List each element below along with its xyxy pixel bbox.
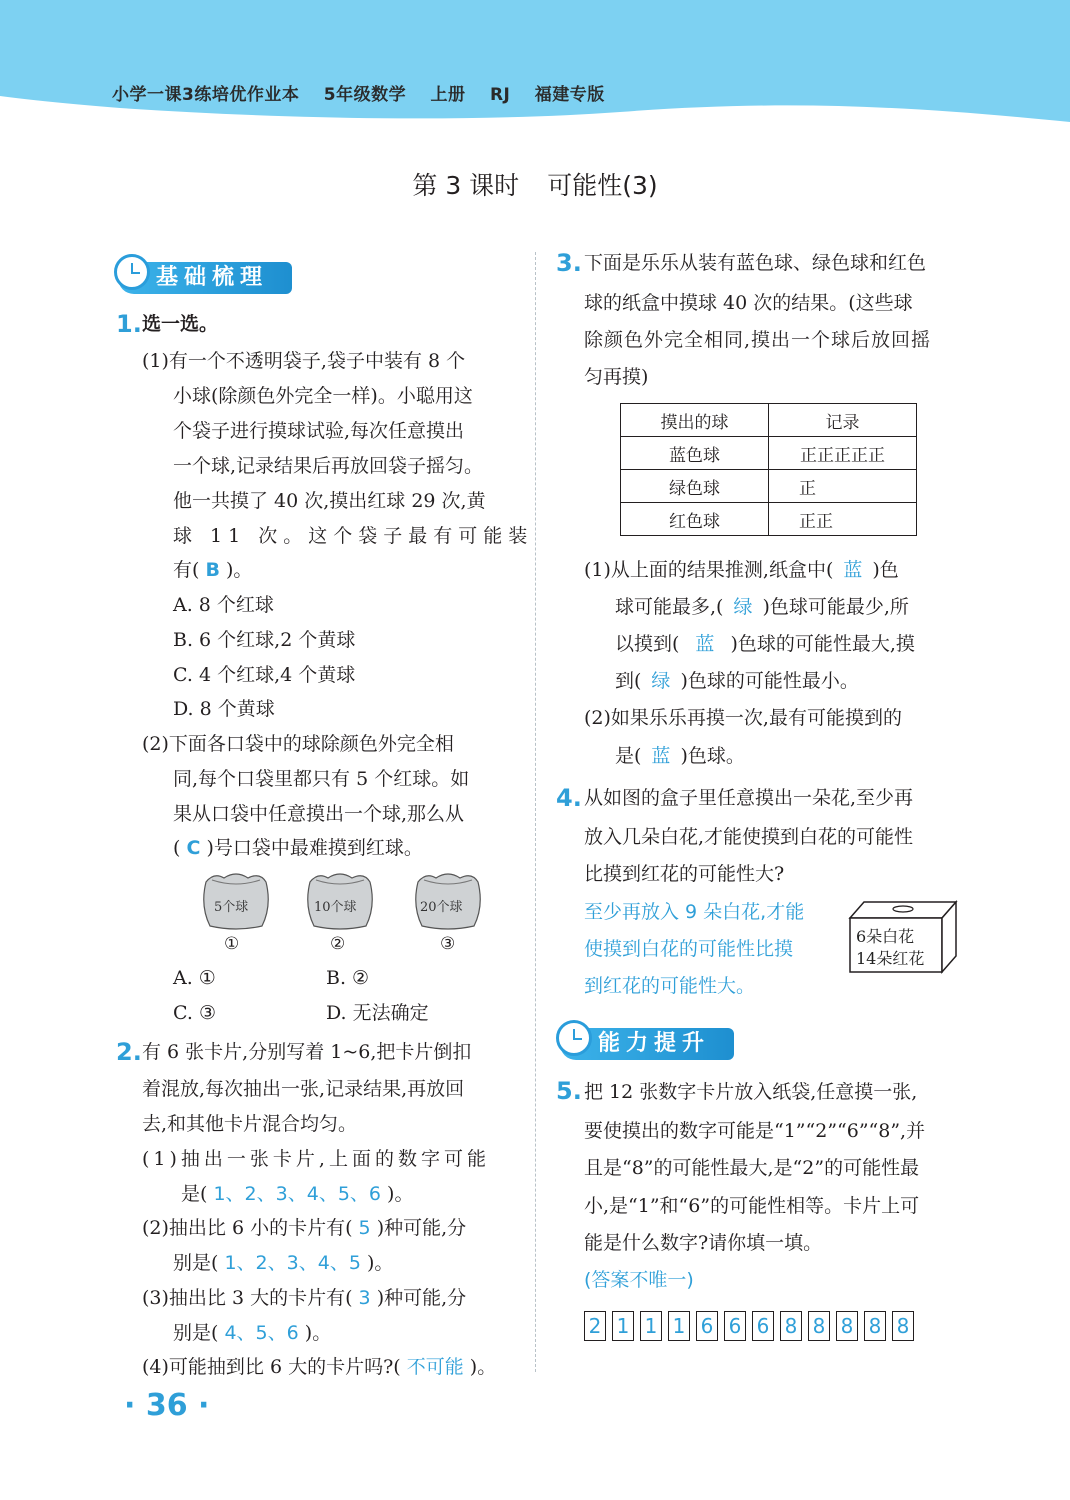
q1-p1-line: 个袋子进行摸球试验,每次任意摸出 [173, 420, 465, 442]
q1-number: 1. [116, 310, 142, 338]
bag-2-label: 10个球 [314, 900, 357, 915]
section-basic [118, 262, 292, 294]
q3-s1-answer-2: 绿 [733, 596, 753, 618]
table-header: 记录 [769, 404, 917, 437]
record-table [620, 403, 917, 536]
text: )色球的可能性最小。 [680, 670, 859, 692]
q3-s1-answer-4: 绿 [651, 670, 671, 692]
number-card: 8 [808, 1311, 830, 1341]
text: 别是( [173, 1322, 219, 1344]
q2-number: 2. [116, 1038, 142, 1066]
q3-line: 除颜色外完全相同,摸出一个球后放回摇 [584, 329, 932, 351]
text: )。 [366, 1252, 394, 1274]
q1-option-c: C. 4 个红球,4 个黄球 [173, 664, 356, 686]
number-card: 8 [836, 1311, 858, 1341]
q3-line: 匀再摸) [584, 366, 649, 388]
q3-s1-line [584, 558, 899, 582]
q2-s1-answer: 1、2、3、4、5、6 [213, 1183, 381, 1205]
page-title [0, 166, 1070, 202]
q3-s2-line: (2)如果乐乐再摸一次,最有可能摸到的 [584, 707, 902, 729]
text: )种可能,分 [376, 1217, 467, 1239]
q1-p1-line: 小球(除颜色外完全一样)。小聪用这 [173, 385, 473, 407]
q1-option-a: A. 8 个红球 [173, 594, 274, 616]
q5-line: 且是“8”的可能性最大,是“2”的可能性最 [584, 1157, 920, 1179]
q1-option-d: D. 8 个黄球 [173, 698, 275, 720]
number-card: 1 [612, 1311, 634, 1341]
text: (2)抽出比 6 小的卡片有( [142, 1217, 353, 1239]
box-label-white: 6朵白花 [856, 927, 915, 946]
q1-p2-option-d: D. 无法确定 [326, 1002, 429, 1024]
q4-line: 比摸到红花的可能性大? [584, 863, 785, 885]
bag-3-label: 20个球 [420, 900, 463, 915]
table-cell: 正正 [769, 503, 917, 536]
q3-s1-line [615, 669, 859, 693]
q3-s2-answer: 蓝 [651, 745, 671, 767]
q5-line: 把 12 张数字卡片放入纸袋,任意摸一张, [584, 1081, 918, 1103]
text: ( [173, 837, 181, 859]
q4-line: 从如图的盒子里任意摸出一朵花,至少再 [584, 787, 914, 809]
text: )。 [226, 559, 253, 581]
q3-number: 3. [556, 249, 582, 277]
bag-1-label: 5个球 [214, 900, 249, 915]
q4-number: 4. [556, 784, 582, 812]
number-card: 1 [668, 1311, 690, 1341]
q1-p1-line: 球 11 次。这个袋子最有可能装 [173, 525, 534, 547]
section-advanced [560, 1028, 734, 1060]
q2-s3-answer-line [173, 1321, 331, 1345]
q3-line: 下面是乐乐从装有蓝色球、绿色球和红色 [584, 252, 927, 274]
q2-s2-answer-count: 5 [358, 1217, 371, 1239]
text: 是( [181, 1183, 208, 1205]
q1-p2-line: 同,每个口袋里都只有 5 个红球。如 [173, 768, 470, 790]
text: )色球。 [680, 745, 745, 767]
q1-p2-answer-line [173, 836, 423, 860]
table-cell: 正正正正正 [769, 437, 917, 470]
text: 以摸到( [615, 633, 680, 655]
bag-1-number: ① [224, 934, 240, 954]
header-title [112, 80, 623, 105]
q3-s1-line [615, 632, 915, 656]
header-volume: 上册 [430, 85, 466, 105]
q1-p2-answer: C [186, 837, 201, 859]
q2-s3-answer-list: 4、5、6 [224, 1322, 299, 1344]
q5-line: 能是什么数字?请你填一填。 [584, 1232, 823, 1254]
number-card: 1 [640, 1311, 662, 1341]
q4-answer-line: 至少再放入 9 朵白花,才能 [584, 901, 805, 923]
bag-2-number: ② [330, 934, 346, 954]
text: )种可能,分 [376, 1287, 467, 1309]
bag-3-number: ③ [440, 934, 456, 954]
number-card: 6 [696, 1311, 718, 1341]
number-card: 6 [724, 1311, 746, 1341]
q4-answer-line: 使摸到白花的可能性比摸 [584, 938, 794, 960]
q3-s1-answer-3: 蓝 [695, 633, 715, 655]
table-cell: 正 [769, 470, 917, 503]
q5-line: 要使摸出的数字可能是“1”“2”“6”“8”,并 [584, 1120, 926, 1142]
q2-s2-answer-list: 1、2、3、4、5 [224, 1252, 361, 1274]
text: 到( [615, 670, 642, 692]
q2-s1-line: (1)抽出一张卡片,上面的数字可能 [142, 1148, 490, 1170]
q1-p2-option-b: B. ② [326, 967, 370, 989]
q1-p2-option-c: C. ③ [173, 1002, 216, 1024]
q2-s4-answer: 不可能 [406, 1356, 464, 1378]
q5-number: 5. [556, 1077, 582, 1105]
q5-note: (答案不唯一) [584, 1269, 694, 1291]
header-grade: 5年级数学 [323, 85, 407, 105]
q1-option-b: B. 6 个红球,2 个黄球 [173, 629, 356, 651]
table-row [621, 503, 917, 536]
box-label-red: 14朵红花 [856, 949, 925, 968]
q2-s3-line [142, 1286, 466, 1310]
q2-line: 着混放,每次抽出一张,记录结果,再放回 [142, 1078, 465, 1100]
text: )。 [304, 1322, 332, 1344]
table-header-row [621, 404, 917, 437]
number-card: 8 [892, 1311, 914, 1341]
q3-s1-line [615, 595, 909, 619]
q2-s1-answer-line [181, 1182, 413, 1206]
q1-p1-line: 他一共摸了 40 次,摸出红球 29 次,黄 [173, 490, 486, 512]
header-book: 小学一课3练培优作业本 [112, 85, 300, 105]
header-region: 福建专版 [534, 85, 605, 105]
text: (4)可能抽到比 6 大的卡片吗?( [142, 1356, 401, 1378]
q4-answer-line: 到红花的可能性大。 [584, 975, 756, 997]
q4-line: 放入几朵白花,才能使摸到白花的可能性 [584, 826, 914, 848]
q1-p2-option-a: A. ① [173, 967, 216, 989]
text: 别是( [173, 1252, 219, 1274]
table-cell: 绿色球 [621, 470, 769, 503]
text: )色球可能最少,所 [762, 596, 909, 618]
header-band [0, 0, 1070, 130]
q3-s2-answer-line [615, 744, 745, 768]
q2-s2-answer-line [173, 1251, 393, 1275]
q2-s3-answer-count: 3 [358, 1287, 371, 1309]
text: (3)抽出比 3 大的卡片有( [142, 1287, 353, 1309]
text: 球可能最多,( [615, 596, 724, 618]
clock-icon [114, 254, 150, 290]
header-edition: RJ [489, 85, 511, 105]
q1-p1-line: (1)有一个不透明袋子,袋子中装有 8 个 [142, 350, 466, 372]
q2-line: 去,和其他卡片混合均匀。 [142, 1113, 358, 1135]
q1-p2-line: 果从口袋中任意摸出一个球,那么从 [173, 803, 465, 825]
text: (1)从上面的结果推测,纸盒中( [584, 559, 834, 581]
q5-line: 小,是“1”和“6”的可能性相等。卡片上可 [584, 1195, 920, 1217]
text: )。 [469, 1356, 497, 1378]
table-header: 摸出的球 [621, 404, 769, 437]
q1-heading: 选一选。 [142, 313, 219, 335]
number-card: 8 [780, 1311, 802, 1341]
text: )。 [387, 1183, 414, 1205]
q1-p2-line: (2)下面各口袋中的球除颜色外完全相 [142, 733, 454, 755]
q1-p1-answer: B [205, 559, 220, 581]
number-card: 8 [864, 1311, 886, 1341]
text: 有( [173, 559, 200, 581]
q1-p1-line: 一个球,记录结果后再放回袋子摇匀。 [173, 455, 484, 477]
section-basic-label: 基础梳理 [156, 265, 269, 290]
lesson-topic: 可能性(3) [547, 171, 658, 200]
q1-p1-answer-line [173, 558, 252, 582]
page-number: · 36 · [124, 1388, 210, 1423]
text: )色 [872, 559, 899, 581]
table-row [621, 437, 917, 470]
table-cell: 红色球 [621, 503, 769, 536]
number-card: 6 [752, 1311, 774, 1341]
lesson-number: 第 3 课时 [412, 171, 520, 200]
number-cards [584, 1311, 914, 1341]
q2-line: 有 6 张卡片,分别写着 1~6,把卡片倒扣 [142, 1041, 472, 1063]
number-card: 2 [584, 1311, 606, 1341]
clock-icon [556, 1020, 592, 1056]
text: )号口袋中最难摸到红球。 [206, 837, 423, 859]
q3-line: 球的纸盒中摸球 40 次的结果。(这些球 [584, 292, 913, 314]
text: 是( [615, 745, 642, 767]
section-advanced-label: 能力提升 [598, 1031, 711, 1056]
table-row [621, 470, 917, 503]
q2-s4-line [142, 1355, 496, 1379]
q2-s2-line [142, 1216, 466, 1240]
q3-s1-answer-1: 蓝 [843, 559, 863, 581]
text: )色球的可能性最大,摸 [730, 633, 915, 655]
column-divider [535, 252, 536, 1372]
table-cell: 蓝色球 [621, 437, 769, 470]
